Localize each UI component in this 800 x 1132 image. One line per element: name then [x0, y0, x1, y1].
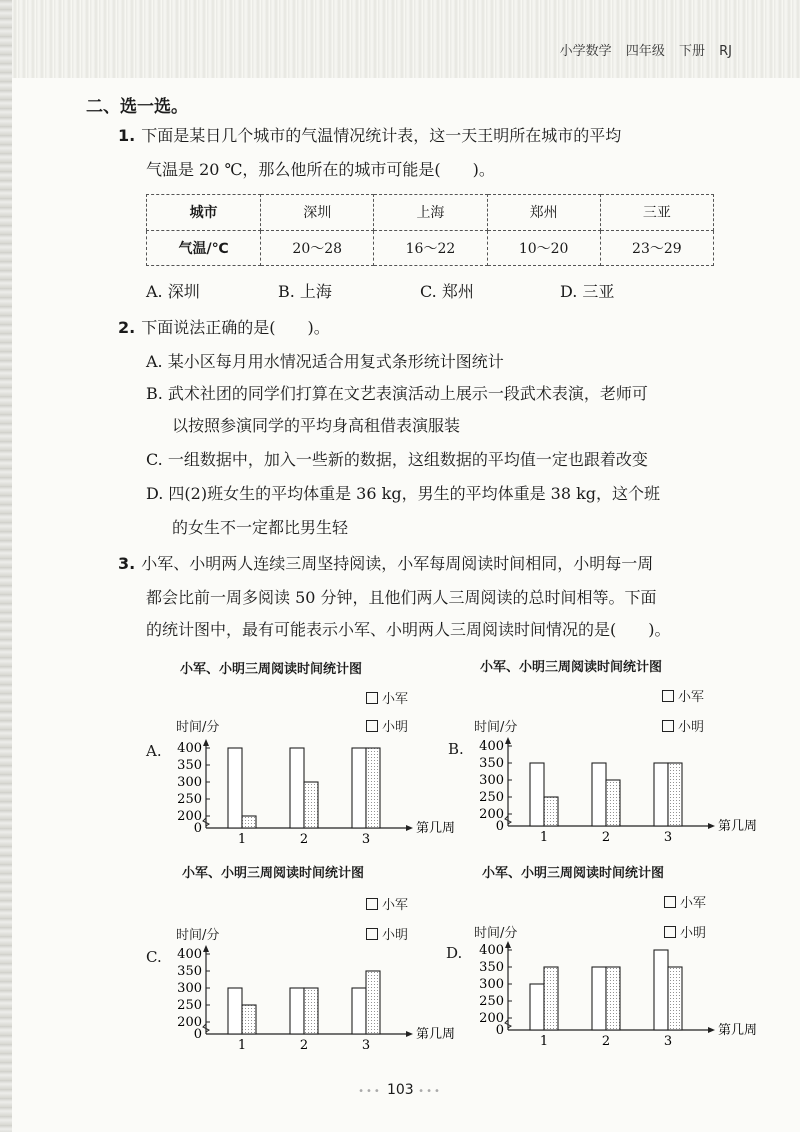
bar-xiaojun	[592, 763, 606, 826]
chart-a-title: 小军、小明三周阅读时间统计图	[180, 662, 363, 677]
x-tick-label: 1	[237, 832, 247, 847]
bar-xiaojun	[228, 748, 242, 828]
chart-a-ylabel: 时间/分	[176, 720, 220, 735]
bar-xiaoming	[366, 971, 380, 1034]
legend-box-icon	[366, 692, 378, 704]
header-grade: 四年级	[625, 44, 665, 59]
y-tick-label: 350	[479, 960, 504, 975]
page-header	[550, 40, 732, 59]
q2-stem: 下面说法正确的是( )。	[141, 318, 330, 337]
x-axis-label: 第几周	[416, 1027, 456, 1042]
q1-option-c: C. 郑州	[420, 282, 474, 301]
y-tick-label: 400	[479, 943, 504, 958]
bar-xiaojun	[592, 967, 606, 1030]
q1-option-d: D. 三亚	[560, 282, 615, 301]
q2-option-b-2: 以按照参演同学的平均身高租借表演服装	[172, 416, 461, 435]
q2-option-d-1: D. 四(2)班女生的平均体重是 36 kg，男生的平均体重是 38 kg，这个班	[146, 484, 661, 503]
y-tick-label: 300	[479, 773, 504, 788]
bar-xiaoming	[242, 1005, 256, 1034]
page-footer	[0, 1082, 800, 1098]
chart-b-legend-jun	[662, 686, 704, 705]
bar-xiaojun	[352, 988, 366, 1034]
y-tick-label: 300	[177, 775, 202, 790]
y-tick-label: 200	[177, 1015, 202, 1030]
x-tick-label: 2	[601, 830, 611, 845]
q2-option-b-1: B. 武术社团的同学们打算在文艺表演活动上展示一段武术表演，老师可	[146, 384, 648, 403]
q2-stem-line	[118, 318, 330, 338]
x-axis-arrow-icon	[708, 823, 715, 829]
temperature-table	[146, 194, 714, 266]
chart-d-title: 小军、小明三周阅读时间统计图	[482, 866, 665, 881]
legend-box-icon	[366, 720, 378, 732]
y-tick-label: 0	[495, 819, 504, 834]
chart-b-legend-ming	[662, 716, 704, 735]
table-row	[147, 195, 714, 231]
bar-xiaojun	[290, 988, 304, 1034]
bar-xiaoming	[544, 797, 558, 826]
y-tick-label: 250	[479, 994, 504, 1009]
y-tick-label: 400	[177, 741, 202, 756]
bar-xiaoming	[304, 988, 318, 1034]
chart-d-legend-ming	[664, 922, 706, 941]
y-tick-label: 400	[177, 947, 202, 962]
q2-number: 2.	[118, 318, 136, 337]
chart-a-svg	[166, 738, 456, 848]
chart-c-option: C.	[146, 948, 162, 966]
q1-option-b: B. 上海	[278, 282, 332, 301]
bar-xiaoming	[606, 967, 620, 1030]
x-tick-label: 2	[299, 1038, 309, 1053]
legend-label: 小明	[680, 926, 707, 941]
chart-a-legend-junior	[366, 688, 408, 707]
bar-xiaojun	[352, 748, 366, 828]
x-axis-arrow-icon	[406, 825, 413, 831]
y-tick-label: 250	[177, 792, 202, 807]
y-tick-label: 250	[479, 790, 504, 805]
legend-label: 小军	[382, 692, 409, 707]
y-tick-label: 200	[479, 1011, 504, 1026]
y-tick-label: 0	[193, 821, 202, 836]
legend-label: 小明	[382, 720, 409, 735]
x-tick-label: 1	[237, 1038, 247, 1053]
y-tick-label: 300	[479, 977, 504, 992]
legend-label: 小军	[382, 898, 409, 913]
header-edition: RJ	[719, 44, 732, 59]
y-tick-label: 0	[495, 1023, 504, 1038]
y-tick-label: 250	[177, 998, 202, 1013]
chart-b-title: 小军、小明三周阅读时间统计图	[480, 660, 663, 675]
section-title: 二、选一选。	[86, 97, 188, 117]
x-axis-label: 第几周	[718, 1023, 758, 1038]
legend-label: 小军	[678, 690, 705, 705]
table-cell: 城市	[147, 195, 261, 231]
bar-xiaojun	[530, 763, 544, 826]
q1-text-2: 气温是 20 ℃，那么他所在的城市可能是( )。	[146, 160, 495, 179]
x-tick-label: 3	[361, 832, 371, 847]
bar-xiaojun	[290, 748, 304, 828]
chart-c-svg	[166, 944, 456, 1054]
x-axis-arrow-icon	[708, 1027, 715, 1033]
footer-ornament-left-icon: •••	[358, 1086, 387, 1097]
q3-text-2: 都会比前一周多阅读 50 分钟，且他们两人三周阅读的总时间相等。下面	[146, 588, 657, 607]
y-tick-label: 350	[177, 758, 202, 773]
legend-box-icon	[664, 896, 676, 908]
chart-a-legend-ming	[366, 716, 408, 735]
bar-xiaoming	[242, 816, 256, 828]
table-cell: 23～29	[600, 230, 713, 266]
table-cell: 深圳	[261, 195, 374, 231]
bar-xiaojun	[228, 988, 242, 1034]
table-cell: 20～28	[261, 230, 374, 266]
y-tick-label: 400	[479, 739, 504, 754]
y-tick-label: 350	[479, 756, 504, 771]
bar-xiaoming	[366, 748, 380, 828]
header-volume: 下册	[678, 44, 705, 59]
header-subject: 小学数学	[559, 44, 612, 59]
y-tick-label: 200	[479, 807, 504, 822]
q1-text-1: 下面是某日几个城市的气温情况统计表，这一天王明所在城市的平均	[141, 126, 622, 145]
y-axis-arrow-icon	[505, 941, 511, 948]
y-tick-label: 300	[177, 981, 202, 996]
q3-number: 3.	[118, 554, 136, 573]
chart-c-legend-jun	[366, 894, 408, 913]
x-axis-label: 第几周	[718, 819, 758, 834]
bar-xiaoming	[606, 780, 620, 826]
chart-c-title: 小军、小明三周阅读时间统计图	[182, 866, 365, 881]
bar-xiaojun	[654, 950, 668, 1030]
bar-xiaojun	[654, 763, 668, 826]
x-tick-label: 3	[663, 1034, 673, 1049]
x-axis-label: 第几周	[416, 821, 456, 836]
table-cell: 上海	[374, 195, 487, 231]
chart-d-ylabel: 时间/分	[474, 926, 518, 941]
legend-box-icon	[662, 720, 674, 732]
y-tick-label: 350	[177, 964, 202, 979]
y-tick-label: 0	[193, 1027, 202, 1042]
q3-line1	[118, 554, 653, 574]
chart-b-ylabel: 时间/分	[474, 720, 518, 735]
x-axis-arrow-icon	[406, 1031, 413, 1037]
legend-box-icon	[664, 926, 676, 938]
q2-option-d-2: 的女生不一定都比男生轻	[172, 518, 349, 537]
legend-box-icon	[662, 690, 674, 702]
y-tick-label: 200	[177, 809, 202, 824]
x-tick-label: 1	[539, 1034, 549, 1049]
page-top-band	[0, 0, 800, 78]
bar-xiaoming	[544, 967, 558, 1030]
x-tick-label: 3	[361, 1038, 371, 1053]
q2-option-c: C. 一组数据中，加入一些新的数据，这组数据的平均值一定也跟着改变	[146, 450, 648, 469]
bar-xiaoming	[668, 967, 682, 1030]
table-cell: 三亚	[600, 195, 713, 231]
q3-text-1: 小军、小明两人连续三周坚持阅读，小军每周阅读时间相同，小明每一周	[141, 554, 654, 573]
x-tick-label: 2	[601, 1034, 611, 1049]
legend-label: 小军	[680, 896, 707, 911]
bar-xiaojun	[530, 984, 544, 1030]
q1-number: 1.	[118, 126, 136, 145]
chart-b-svg	[468, 736, 758, 846]
bar-xiaoming	[304, 782, 318, 828]
chart-d-svg	[468, 940, 758, 1050]
bar-xiaoming	[668, 763, 682, 826]
chart-c-legend-ming	[366, 924, 408, 943]
table-row	[147, 230, 714, 266]
chart-a-option: A.	[146, 742, 162, 760]
chart-b-option: B.	[448, 740, 464, 758]
q3-text-3: 的统计图中，最有可能表示小军、小明两人三周阅读时间情况的是( )。	[146, 620, 671, 639]
x-tick-label: 3	[663, 830, 673, 845]
x-tick-label: 1	[539, 830, 549, 845]
legend-label: 小明	[678, 720, 705, 735]
q1-option-a: A. 深圳	[146, 282, 200, 301]
q2-option-a: A. 某小区每月用水情况适合用复式条形统计图统计	[146, 352, 504, 371]
chart-d-option: D.	[446, 944, 463, 962]
chart-d-legend-jun	[664, 892, 706, 911]
table-cell: 气温/℃	[147, 230, 261, 266]
y-axis-arrow-icon	[505, 737, 511, 744]
footer-ornament-right-icon: •••	[418, 1086, 442, 1097]
legend-box-icon	[366, 898, 378, 910]
x-tick-label: 2	[299, 832, 309, 847]
table-cell: 10～20	[487, 230, 600, 266]
table-cell: 16～22	[374, 230, 487, 266]
legend-label: 小明	[382, 928, 409, 943]
q1-line1	[118, 126, 621, 146]
legend-box-icon	[366, 928, 378, 940]
table-cell: 郑州	[487, 195, 600, 231]
binding-edge	[0, 0, 12, 1132]
page-number: 103	[386, 1082, 414, 1098]
y-axis-arrow-icon	[203, 945, 209, 952]
y-axis-arrow-icon	[203, 739, 209, 746]
chart-c-ylabel: 时间/分	[176, 928, 220, 943]
